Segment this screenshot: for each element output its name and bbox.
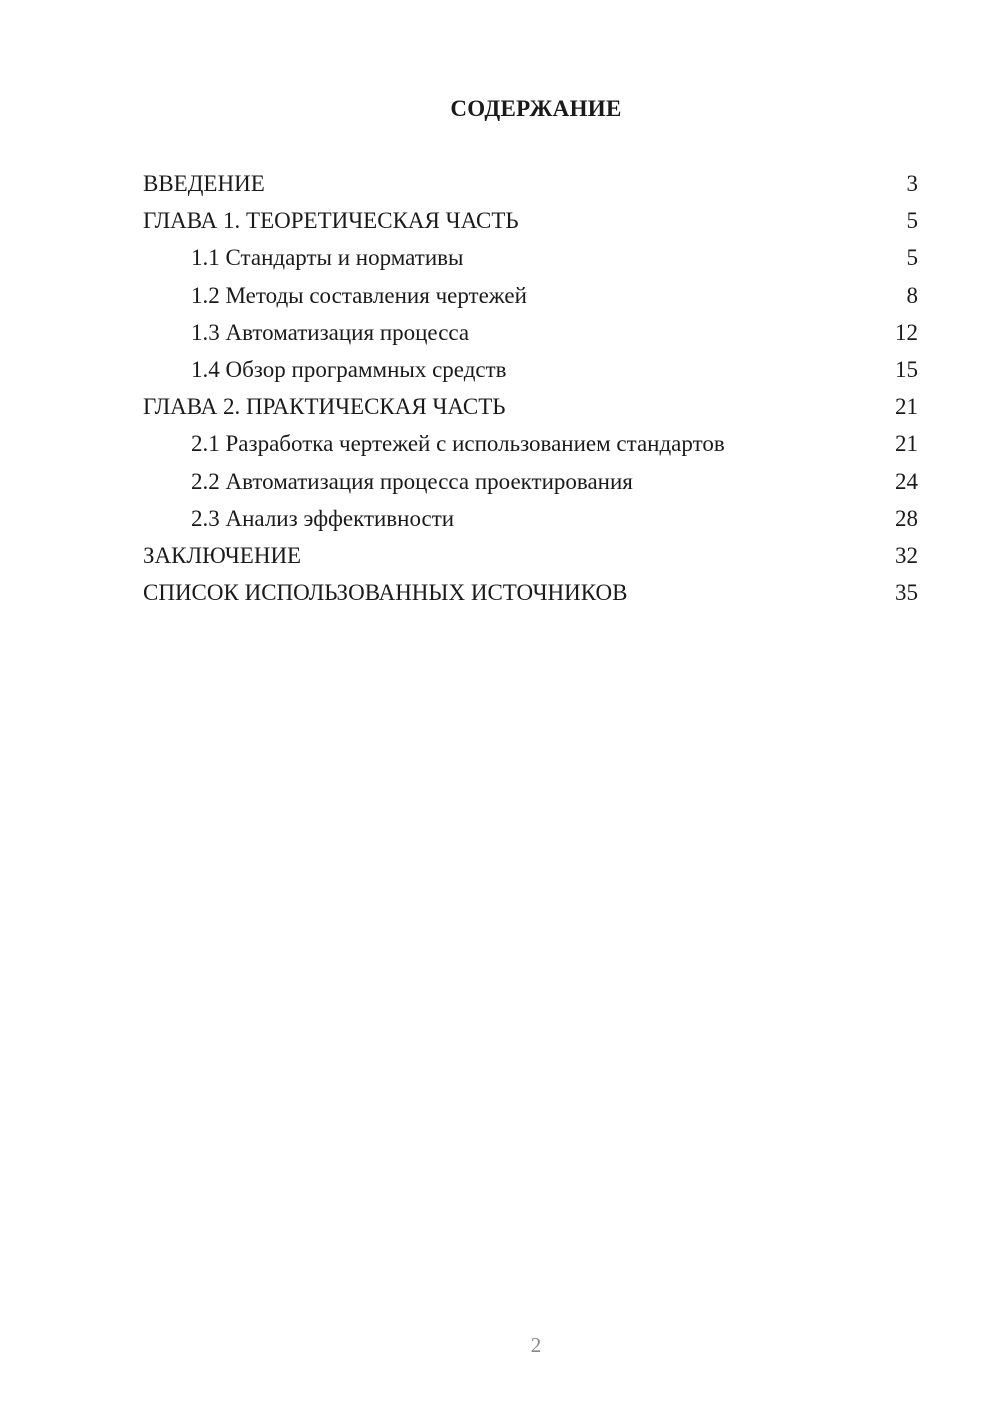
toc-item-page: 12 — [895, 319, 918, 345]
toc-item — [143, 242, 918, 279]
toc-item-label: СПИСОК ИСПОЛЬЗОВАННЫХ ИСТОЧНИКОВ — [143, 580, 628, 606]
toc-item — [143, 317, 918, 354]
toc-item-page: 15 — [895, 356, 918, 382]
toc-item-label: 2.2 Автоматизация процесса проектирования — [191, 468, 633, 494]
toc-item — [143, 205, 918, 242]
table-of-contents — [143, 168, 918, 614]
toc-item-label: ВВЕДЕНИЕ — [143, 171, 265, 196]
toc-item-page: 35 — [895, 580, 918, 606]
toc-item-page: 3 — [906, 171, 918, 196]
toc-item-label: ГЛАВА 1. ТЕОРЕТИЧЕСКАЯ ЧАСТЬ — [143, 208, 519, 234]
toc-item — [143, 354, 918, 391]
toc-item-page: 8 — [906, 282, 918, 308]
toc-item — [143, 428, 918, 465]
toc-item — [143, 391, 918, 428]
toc-item-page: 5 — [906, 208, 918, 234]
toc-item-page: 21 — [895, 431, 918, 457]
toc-item-label: 2.3 Анализ эффективности — [191, 505, 455, 531]
toc-item-label: ГЛАВА 2. ПРАКТИЧЕСКАЯ ЧАСТЬ — [143, 394, 506, 420]
toc-item-label: 1.2 Методы составления чертежей — [191, 282, 527, 308]
toc-item-page: 24 — [895, 468, 918, 494]
toc-item-label: 1.3 Автоматизация процесса — [191, 319, 470, 345]
toc-item-page: 32 — [895, 542, 918, 568]
toc-item-label: 1.1 Стандарты и нормативы — [191, 245, 464, 271]
toc-item-page: 5 — [906, 245, 918, 271]
toc-item — [143, 540, 918, 577]
toc-item-page: 21 — [895, 394, 918, 420]
toc-item-label: 2.1 Разработка чертежей с использованием стандартов — [191, 431, 725, 457]
toc-item — [143, 503, 918, 540]
toc-item — [143, 577, 918, 614]
toc-item — [143, 466, 918, 503]
toc-item — [143, 168, 918, 205]
toc-item-label: ЗАКЛЮЧЕНИЕ — [143, 542, 302, 568]
toc-item-label: 1.4 Обзор программных средств — [191, 356, 507, 382]
toc-item-page: 28 — [895, 505, 918, 531]
toc-item — [143, 280, 918, 317]
page-title: СОДЕРЖАНИЕ — [450, 96, 622, 121]
page-number: 2 — [530, 1333, 542, 1357]
